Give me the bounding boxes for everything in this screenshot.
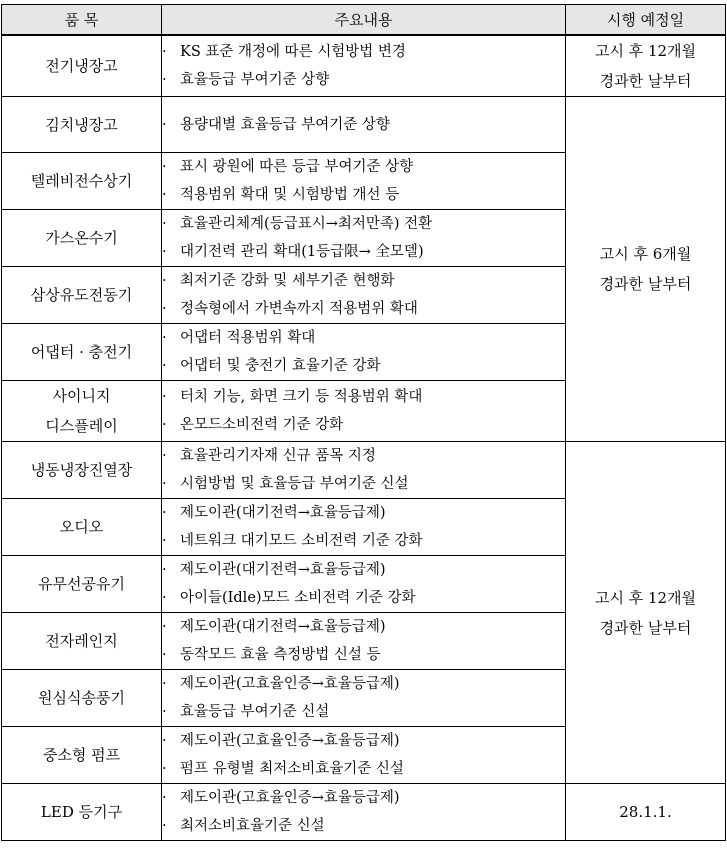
content-text: 동작모드 효율 측정방법 신설 등 [180,647,381,663]
table-row [2,97,726,153]
item-name: 중소형 펌프 [42,746,121,764]
content-text: 용량대별 효율등급 부여기준 상향 [180,116,390,133]
content-text: 어댑터 및 충전기 효율기준 강화 [180,358,381,374]
header-date: 시행 예정일 [566,5,726,36]
content-text: 펌프 유형별 최저소비효율기준 신설 [180,761,404,777]
item-name: 가스온수기 [45,229,118,247]
content-text: 제도이관(고효율인증→효율등급제) [180,676,400,692]
content-text: 효율등급 부여기준 상향 [180,72,330,88]
content-cell [162,727,566,784]
content-text: 표시 광원에 따른 등급 부여기준 상향 [180,159,414,175]
item-name: 텔레비전수상기 [30,172,133,190]
content-cell [162,499,566,556]
content-cell [162,35,566,97]
content-line [162,698,565,726]
bullet-dot: · [162,647,167,663]
bullet-dot: · [162,533,167,549]
date-text: 고시 후 6개월 [599,245,692,263]
item-name: 사이니지 [52,387,111,405]
content-text: 효율등급 부여기준 신설 [180,704,330,720]
content-text: 시험방법 및 효율등급 부여기준 신설 [180,476,409,492]
bullet-dot: · [162,676,167,692]
table-row [2,784,726,841]
bullet-dot: · [162,562,167,578]
bullet-dot: · [162,159,167,175]
content-line [162,499,565,527]
bullet-dot: · [162,187,167,203]
date-cell [566,442,726,784]
content-text: 최저기준 강화 및 세부기준 현행화 [180,273,395,289]
content-line [162,812,565,840]
content-text: 네트워크 대기모드 소비전력 기준 강화 [180,533,423,549]
header-item: 품 목 [2,5,162,36]
content-cell [162,267,566,324]
content-text: 효율관리체계(등급표시→최저만족) 전환 [180,216,433,232]
item-cell [2,267,162,324]
content-line [162,755,565,783]
date-text: 28.1.1. [619,803,672,821]
item-name: 삼상유도전동기 [30,286,133,304]
bullet-dot: · [162,273,167,289]
content-text: KS 표준 개정에 따른 시험방법 변경 [180,44,406,60]
bullet-dot: · [162,417,167,433]
content-line [162,38,565,66]
table-body [2,35,726,841]
item-cell [2,442,162,499]
bullet-dot: · [162,761,167,777]
content-text: 어댑터 적용범위 확대 [180,330,316,346]
bullet-dot: · [162,72,167,88]
content-cell [162,97,566,153]
item-cell [2,210,162,267]
content-line [162,670,565,698]
content-text: 최저소비효율기준 신설 [180,818,325,834]
date-text: 고시 후 12개월 [594,588,697,607]
content-text: 대기전력 관리 확대(1등급限→ 全모델) [180,244,424,260]
item-name: 유무선공유기 [38,575,125,593]
regulation-table [1,4,726,841]
item-name: 어댑터 · 충전기 [30,343,133,361]
item-cell [2,97,162,153]
content-line [162,641,565,669]
bullet-dot: · [162,704,167,720]
content-line [162,238,565,266]
item-name: LED 등기구 [40,803,123,821]
bullet-dot: · [162,733,167,749]
date-cell [566,35,726,97]
content-line [162,210,565,238]
item-cell [2,499,162,556]
content-text: 온모드소비전력 기준 강화 [180,417,344,433]
item-name: 전자레인지 [45,632,118,650]
content-text: 제도이관(대기전력→효율등급제) [180,619,386,635]
content-text: 효율관리기자재 신규 품목 지정 [180,448,376,464]
bullet-dot: · [162,476,167,492]
bullet-dot: · [162,116,167,133]
content-line [162,613,565,641]
content-line [162,442,565,470]
content-line [162,295,565,323]
item-cell [2,381,162,442]
bullet-dot: · [162,505,167,521]
content-line [162,784,565,812]
content-line [162,383,565,411]
item-cell [2,670,162,727]
bullet-dot: · [162,389,167,405]
content-line [162,584,565,612]
content-line [162,470,565,498]
table-row [2,442,726,499]
item-cell [2,35,162,97]
content-cell [162,670,566,727]
item-cell [2,153,162,210]
content-line [162,556,565,584]
content-line [162,324,565,352]
bullet-dot: · [162,244,167,260]
item-cell [2,784,162,841]
content-cell [162,613,566,670]
content-line [162,66,565,94]
bullet-dot: · [162,216,167,232]
content-cell [162,210,566,267]
item-name: 전기냉장고 [45,57,118,75]
date-cell [566,784,726,841]
content-text: 제도이관(대기전력→효율등급제) [180,562,386,578]
content-cell [162,556,566,613]
item-cell [2,613,162,670]
bullet-dot: · [162,818,167,834]
content-line [162,411,565,439]
content-cell [162,442,566,499]
bullet-dot: · [162,330,167,346]
item-cell [2,727,162,784]
item-name: 디스플레이 [45,417,118,435]
content-line [162,352,565,380]
content-line [162,527,565,555]
content-cell [162,381,566,442]
bullet-dot: · [162,301,167,317]
content-text: 정속형에서 가변속까지 적용범위 확대 [180,301,418,317]
item-name: 원심식송풍기 [38,689,125,707]
table-row [2,35,726,97]
bullet-dot: · [162,590,167,606]
content-line [162,727,565,755]
item-cell [2,556,162,613]
content-cell [162,153,566,210]
item-name: 오디오 [59,518,104,536]
item-name: 냉동냉장진열장 [30,461,133,479]
bullet-dot: · [162,790,167,806]
content-text: 제도이관(고효율인증→효율등급제) [180,733,400,749]
date-text: 경과한 날부터 [599,275,692,293]
content-line [162,153,565,181]
content-text: 제도이관(고효율인증→효율등급제) [180,790,400,806]
date-text: 경과한 날부터 [599,72,692,90]
content-line [162,181,565,209]
item-name: 김치냉장고 [45,115,118,134]
content-line [162,267,565,295]
content-text: 제도이관(대기전력→효율등급제) [180,505,386,521]
date-text: 경과한 날부터 [599,618,692,637]
item-cell [2,324,162,381]
content-text: 아이들(Idle)모드 소비전력 기준 강화 [180,590,416,606]
content-line [162,111,565,139]
bullet-dot: · [162,44,167,60]
content-text: 터치 기능, 화면 크기 등 적용범위 확대 [180,389,423,405]
content-text: 적용범위 확대 및 시험방법 개선 등 [180,187,400,203]
header-content: 주요내용 [162,5,566,36]
date-text: 고시 후 12개월 [594,42,697,60]
date-cell [566,97,726,442]
content-cell [162,784,566,841]
bullet-dot: · [162,619,167,635]
bullet-dot: · [162,448,167,464]
header-row [2,5,726,36]
bullet-dot: · [162,358,167,374]
content-cell [162,324,566,381]
